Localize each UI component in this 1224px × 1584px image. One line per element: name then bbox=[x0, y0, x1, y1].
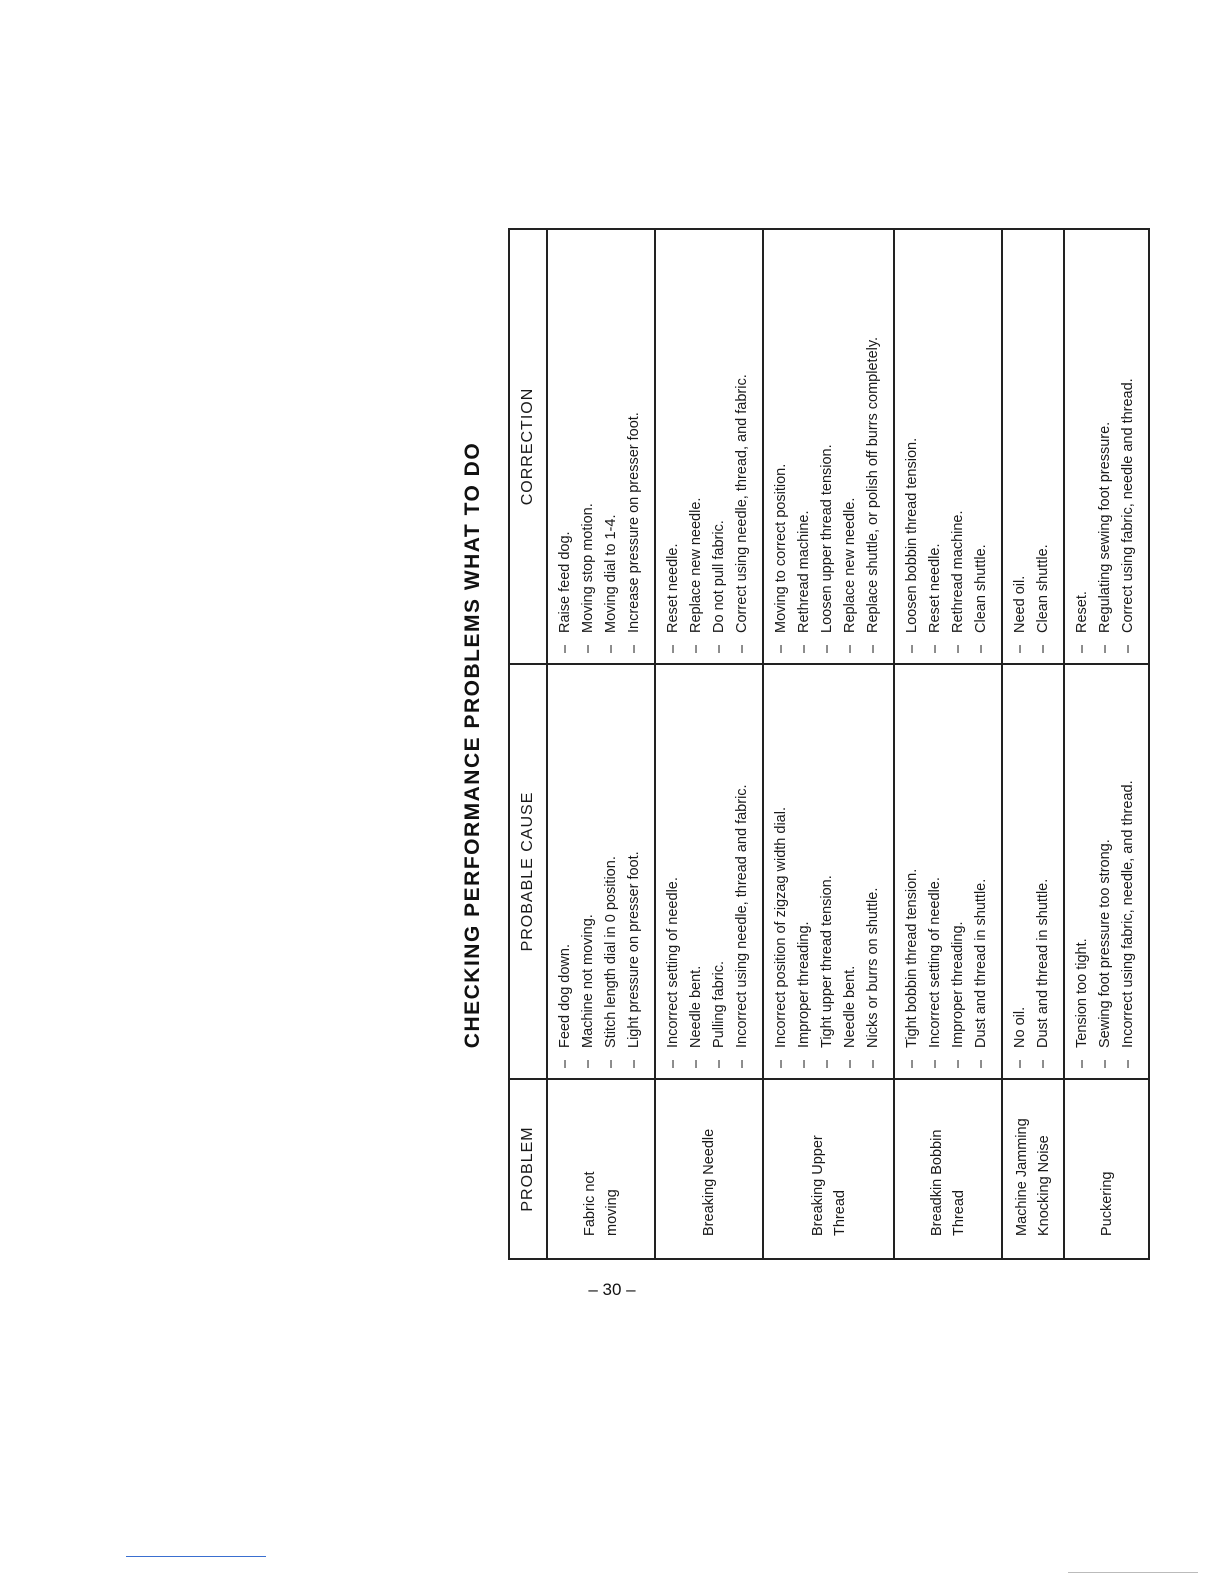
cause-item: – Needle bent. bbox=[839, 673, 862, 1070]
cause-item: – Incorrect using fabric, needle, and thread. bbox=[1117, 673, 1140, 1070]
correction-item: – Reset needle. bbox=[924, 238, 947, 655]
cause-cell bbox=[1064, 664, 1149, 1079]
correction-item: – Replace shuttle, or polish off burrs completely. bbox=[862, 238, 885, 655]
problem-line: Knocking Noise bbox=[1036, 1135, 1052, 1236]
rotated-content bbox=[458, 230, 1138, 1260]
problem-line: Machine Jamming bbox=[1014, 1118, 1030, 1236]
cause-item: – No oil. bbox=[1009, 673, 1032, 1070]
correction-item: – Increase pressure on presser foot. bbox=[623, 238, 646, 655]
correction-cell bbox=[763, 229, 894, 664]
correction-item: – Moving stop motion. bbox=[577, 238, 600, 655]
table-row bbox=[894, 229, 1002, 1259]
problem-cell bbox=[655, 1079, 763, 1259]
correction-item: – Loosen upper thread tension. bbox=[816, 238, 839, 655]
problem-cell bbox=[1002, 1079, 1064, 1259]
correction-item: – Rethread machine. bbox=[793, 238, 816, 655]
correction-item: – Reset. bbox=[1071, 238, 1094, 655]
problem-cell bbox=[894, 1079, 1002, 1259]
cause-cell bbox=[547, 664, 655, 1079]
correction-cell bbox=[894, 229, 1002, 664]
table-row bbox=[547, 229, 655, 1259]
cause-item: – Tight bobbin thread tension. bbox=[901, 673, 924, 1070]
problem-line: Puckering bbox=[1098, 1171, 1115, 1236]
correction-item: – Moving dial to 1-4. bbox=[600, 238, 623, 655]
scan-edge-line bbox=[126, 1556, 266, 1557]
correction-item: – Clean shuttle. bbox=[970, 238, 993, 655]
cause-cell bbox=[655, 664, 763, 1079]
correction-cell bbox=[1064, 229, 1149, 664]
table-row bbox=[1064, 229, 1149, 1259]
header-problem: PROBLEM bbox=[509, 1079, 547, 1259]
cause-item: – Feed dog down. bbox=[554, 673, 577, 1070]
cause-item: – Sewing foot pressure too strong. bbox=[1094, 673, 1117, 1070]
correction-item: – Reset needle. bbox=[662, 238, 685, 655]
correction-item: – Clean shuttle. bbox=[1032, 238, 1055, 655]
cause-item: – Machine not moving. bbox=[577, 673, 600, 1070]
table-row bbox=[763, 229, 894, 1259]
cause-item: – Light pressure on presser foot. bbox=[623, 673, 646, 1070]
scan-edge-line bbox=[1068, 1572, 1198, 1573]
cause-cell bbox=[1002, 664, 1064, 1079]
problem-cell bbox=[547, 1079, 655, 1259]
problem-line: moving bbox=[604, 1189, 620, 1236]
cause-item: – Dust and thread in shuttle. bbox=[1032, 673, 1055, 1070]
cause-cell bbox=[894, 664, 1002, 1079]
troubleshooting-table bbox=[508, 228, 1150, 1260]
cause-item: – Nicks or burrs on shuttle. bbox=[862, 673, 885, 1070]
cause-item: – Incorrect setting of needle. bbox=[924, 673, 947, 1070]
correction-item: – Replace new needle. bbox=[839, 238, 862, 655]
cause-item: – Needle bent. bbox=[685, 673, 708, 1070]
table-row bbox=[655, 229, 763, 1259]
correction-item: – Regulating sewing foot pressure. bbox=[1094, 238, 1117, 655]
cause-item: – Tight upper thread tension. bbox=[816, 673, 839, 1070]
cause-item: – Stitch length dial in 0 position. bbox=[600, 673, 623, 1070]
cause-item: – Tension too tight. bbox=[1071, 673, 1094, 1070]
cause-item: – Improper threading. bbox=[947, 673, 970, 1070]
correction-item: – Moving to correct position. bbox=[770, 238, 793, 655]
cause-item: – Pulling fabric. bbox=[708, 673, 731, 1070]
header-correction: CORRECTION bbox=[509, 229, 547, 664]
cause-item: – Dust and thread in shuttle. bbox=[970, 673, 993, 1070]
correction-item: – Replace new needle. bbox=[685, 238, 708, 655]
correction-item: – Need oil. bbox=[1009, 238, 1032, 655]
correction-cell bbox=[547, 229, 655, 664]
problem-cell bbox=[1064, 1079, 1149, 1259]
problem-line: Breadkin Bobbin bbox=[929, 1129, 945, 1236]
page-number: – 30 – bbox=[588, 1280, 636, 1299]
correction-item: – Correct using fabric, needle and thread. bbox=[1117, 238, 1140, 655]
cause-item: – Incorrect using needle, thread and fabric. bbox=[731, 673, 754, 1070]
header-probable-cause: PROBABLE CAUSE bbox=[509, 664, 547, 1079]
problem-line: Thread bbox=[951, 1190, 967, 1236]
problem-line: Breaking Needle bbox=[701, 1128, 717, 1236]
cause-item: – Incorrect setting of needle. bbox=[662, 673, 685, 1070]
problem-line: Fabric not bbox=[582, 1171, 598, 1236]
correction-cell bbox=[655, 229, 763, 664]
cause-item: – Incorrect position of zigzag width dial. bbox=[770, 673, 793, 1070]
header-row bbox=[509, 229, 547, 1259]
correction-item: – Raise feed dog. bbox=[554, 238, 577, 655]
problem-line: Thread bbox=[831, 1190, 848, 1236]
problem-line: Breaking Upper bbox=[809, 1135, 826, 1236]
page-title: CHECKING PERFORMANCE PROBLEMS WHAT TO DO bbox=[461, 441, 484, 1049]
correction-item: – Correct using needle, thread, and fabric. bbox=[731, 238, 754, 655]
problem-cell bbox=[763, 1079, 894, 1259]
cause-item: – Improper threading. bbox=[793, 673, 816, 1070]
cause-cell bbox=[763, 664, 894, 1079]
table-row bbox=[1002, 229, 1064, 1259]
correction-cell bbox=[1002, 229, 1064, 664]
correction-item: – Rethread machine. bbox=[947, 238, 970, 655]
correction-item: – Do not pull fabric. bbox=[708, 238, 731, 655]
correction-item: – Loosen bobbin thread tension. bbox=[901, 238, 924, 655]
